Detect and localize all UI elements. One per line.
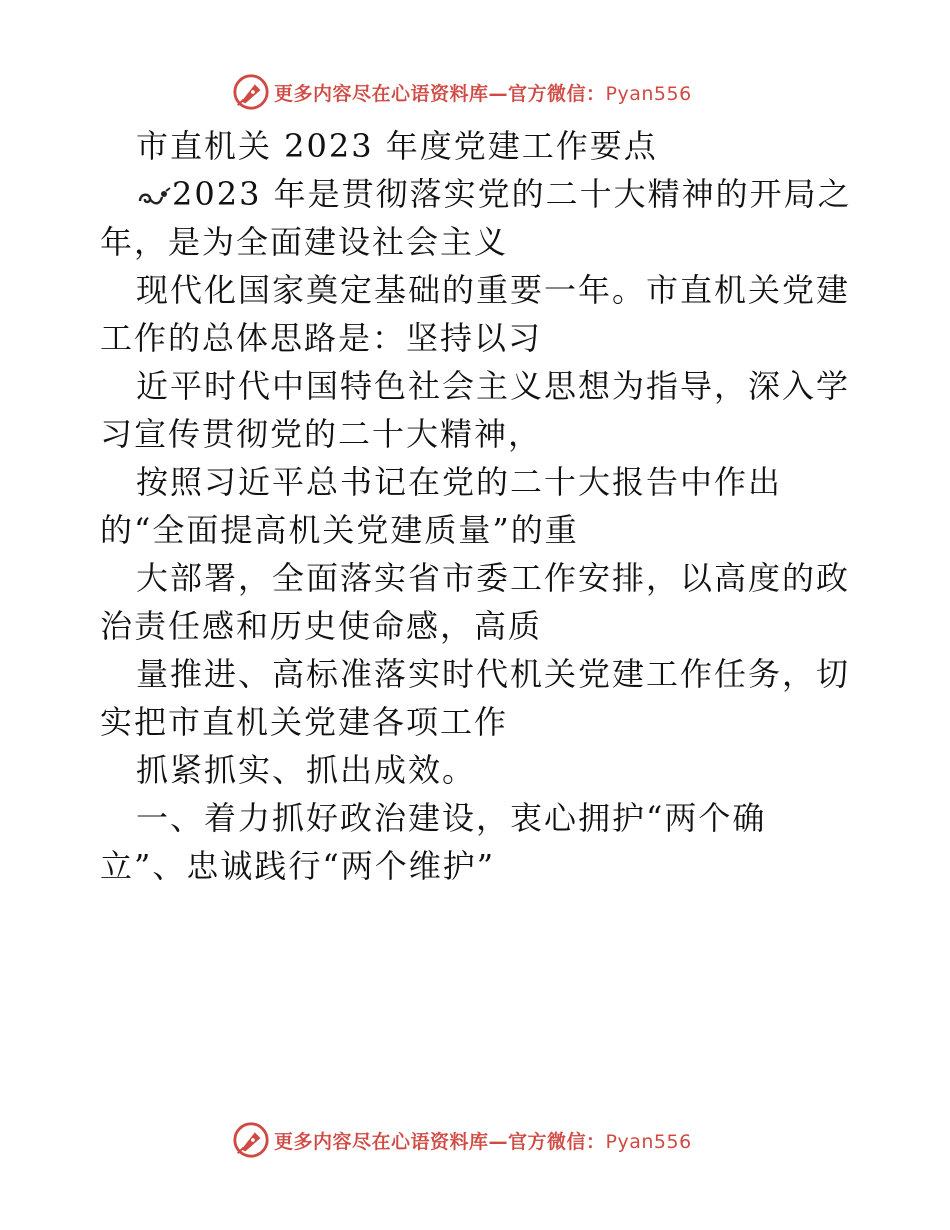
section-heading-continued: 立”、忠诚践行“两个维护” [100, 847, 496, 885]
paragraph-line: 工作的总体思路是：坚持以习 [100, 319, 543, 357]
paragraph-line: 现代化国家奠定基础的重要一年。市直机关党建 [136, 271, 851, 309]
paragraph-line: 实把市直机关党建各项工作 [100, 703, 509, 741]
paragraph-line: 习宣传贯彻党的二十大精神， [100, 415, 543, 453]
paragraph-line: 按照习近平总书记在党的二十大报告中作出 [136, 463, 783, 501]
pen-nib-circle-icon [232, 1121, 270, 1159]
pen-nib-circle-icon [232, 73, 270, 111]
section-heading: 一、着力抓好政治建设，衷心拥护“两个确 [136, 799, 767, 837]
paragraph-line: 抓紧抓实、抓出成效。 [136, 751, 477, 789]
footer-watermark [232, 1120, 692, 1160]
document-body [100, 122, 860, 890]
paragraph-line [100, 170, 860, 218]
paragraph-line: 量推进、高标准落实时代机关党建工作任务，切 [136, 655, 851, 693]
watermark-contact: Pyan556 [605, 1130, 692, 1153]
paragraph-line-text: 2023 年是贯彻落实党的二十大精神的开局之 [172, 175, 852, 213]
paragraph-line: 治责任感和历史使命感，高质 [100, 607, 543, 645]
header-watermark [232, 72, 692, 112]
paragraph-line: 近平时代中国特色社会主义思想为指导，深入学 [136, 367, 851, 405]
watermark-contact: Pyan556 [605, 82, 692, 105]
watermark-text: 更多内容尽在心语资料库—官方微信：Pyan556 [274, 1130, 692, 1153]
paragraph-line: 年，是为全面建设社会主义 [100, 223, 509, 261]
watermark-text: 更多内容尽在心语资料库—官方微信：Pyan556 [274, 82, 692, 105]
paragraph-line: 大部署，全面落实省市委工作安排，以高度的政 [136, 559, 851, 597]
document-title: 市直机关 2023 年度党建工作要点 [136, 127, 658, 165]
paragraph-line: 的“全面提高机关党建质量”的重 [100, 511, 579, 549]
ornament-swirl-icon [136, 185, 172, 209]
